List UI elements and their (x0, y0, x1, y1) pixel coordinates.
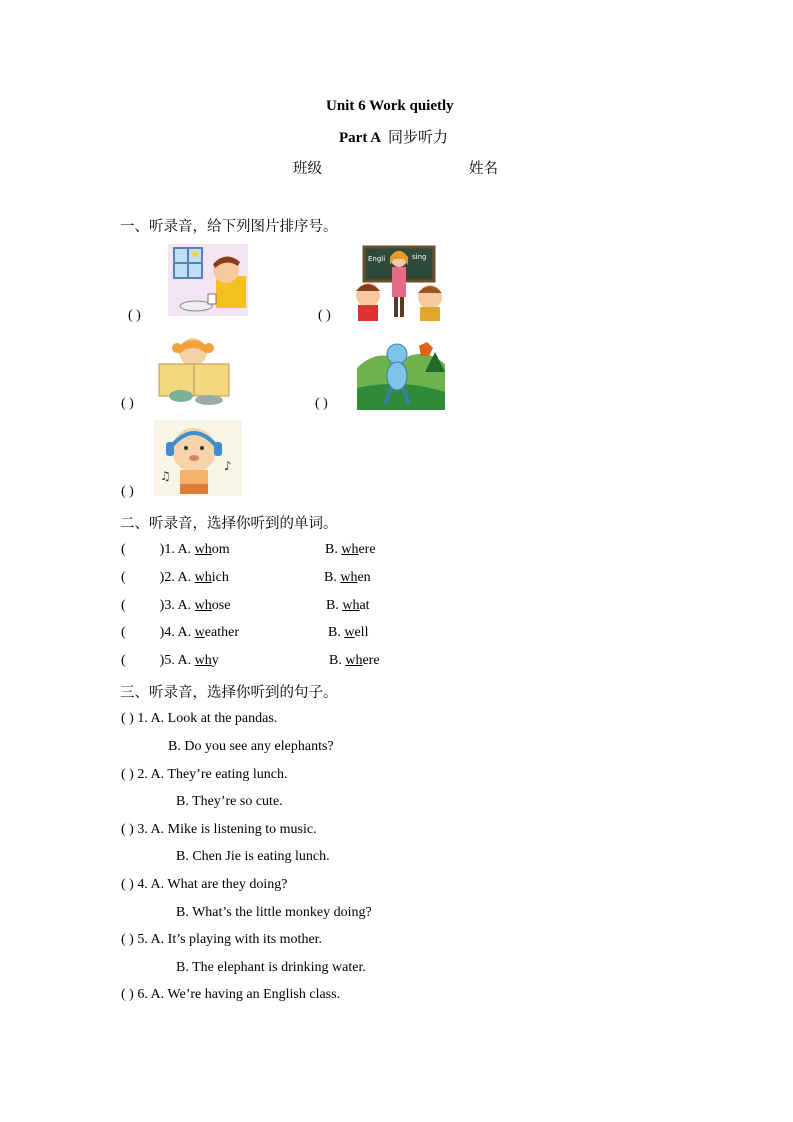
word-item-1-a-highlight: wh (194, 542, 212, 557)
word-item-2-a-label: )2. A. (159, 570, 195, 585)
word-item-5-b-label: B. (329, 653, 346, 668)
word-item-5-a-rest: y (211, 653, 219, 668)
word-item-4-b-rest: ell (354, 625, 369, 640)
picture-3-bracket[interactable]: ( ) (121, 396, 134, 411)
picture-bear-headphones (154, 420, 242, 496)
word-item-5-b-highlight: wh (345, 653, 363, 668)
sentence-item-5-a: ( ) 5. A. It’s playing with its mother. (121, 932, 323, 947)
word-item-4-a-highlight: w (194, 625, 205, 640)
sentence-item-4-a: ( ) 4. A. What are they doing? (121, 877, 288, 892)
picture-4-bracket[interactable]: ( ) (315, 396, 328, 411)
word-item-3-a-rest: ose (211, 598, 231, 613)
sentence-item-6-a: ( ) 6. A. We’re having an English class. (121, 987, 341, 1002)
section3-heading: 三、听录音，选择你听到的句子。 (120, 685, 338, 701)
picture-2-bracket[interactable]: ( ) (318, 308, 331, 323)
sentence-item-4-b: B. What’s the little monkey doing? (176, 905, 372, 920)
picture-5-bracket[interactable]: ( ) (121, 484, 134, 499)
word-item-3-b-label: B. (326, 598, 343, 613)
sentence-item-2-b: B. They’re so cute. (176, 794, 283, 809)
picture-girl-reading (155, 334, 237, 408)
part-label (339, 126, 448, 147)
word-item-2-b-label: B. (324, 570, 341, 585)
word-item-3-a-highlight: wh (194, 598, 212, 613)
svg-text:Engli: Engli (368, 255, 386, 263)
sentence-item-1-a: ( ) 1. A. Look at the pandas. (121, 711, 278, 726)
word-item-1-b-label: B. (325, 542, 342, 557)
word-item-1: ( )1. A. whom (121, 542, 230, 557)
svg-text:sing: sing (412, 253, 427, 261)
word-item-3-a-label: )3. A. (159, 598, 195, 613)
section1-heading: 一、听录音，给下列图片排序号。 (120, 219, 338, 235)
word-item-1-a-rest: om (211, 542, 230, 557)
word-item-5-a-highlight: wh (194, 653, 212, 668)
word-item-1-b (325, 542, 376, 558)
part-label-cn: 同步听力 (388, 128, 449, 146)
word-item-2: ( )2. A. which (121, 570, 229, 585)
word-item-3-b-highlight: wh (342, 598, 360, 613)
word-item-2-b-highlight: wh (340, 570, 358, 585)
sentence-item-3-a: ( ) 3. A. Mike is listening to music. (121, 822, 317, 837)
sentence-item-3-b: B. Chen Jie is eating lunch. (176, 849, 330, 864)
page-title: Unit 6 Work quietly (326, 98, 454, 114)
name-label: 姓名 (469, 161, 498, 177)
word-item-5-b (329, 653, 380, 669)
word-item-4-b (328, 625, 368, 641)
word-item-1-b-rest: ere (358, 542, 376, 557)
sentence-item-1-b: B. Do you see any elephants? (168, 739, 334, 754)
class-label: 班级 (293, 161, 322, 177)
word-item-5-b-rest: ere (362, 653, 380, 668)
picture-teacher-class (352, 243, 446, 323)
word-item-3: ( )3. A. whose (121, 598, 231, 613)
picture-boy-eating (168, 244, 248, 316)
sentence-item-5-b: B. The elephant is drinking water. (176, 960, 366, 975)
word-item-2-a-highlight: wh (194, 570, 212, 585)
word-item-3-b-rest: at (359, 598, 370, 613)
sentence-item-2-a: ( ) 2. A. They’re eating lunch. (121, 767, 288, 782)
word-item-2-b (324, 570, 371, 586)
word-item-4: ( )4. A. weather (121, 625, 239, 640)
picture-1-bracket[interactable]: ( ) (128, 308, 141, 323)
word-item-2-a-rest: ich (211, 570, 229, 585)
word-item-2-b-rest: en (357, 570, 371, 585)
word-item-1-b-highlight: wh (341, 542, 359, 557)
word-item-3-b (326, 598, 370, 614)
word-item-4-b-highlight: w (344, 625, 355, 640)
word-item-5-a-label: )5. A. (159, 653, 195, 668)
word-item-5: ( )5. A. why (121, 653, 219, 668)
svg-text:♪: ♪ (224, 459, 232, 473)
word-item-4-a-label: )4. A. (159, 625, 195, 640)
word-item-4-a-rest: eather (204, 625, 239, 640)
word-item-1-a-label: )1. A. (159, 542, 195, 557)
svg-text:♫: ♫ (160, 469, 171, 483)
picture-robot-outdoors (357, 338, 445, 410)
section2-heading: 二、听录音，选择你听到的单词。 (120, 516, 338, 532)
part-label-en: Part A (339, 130, 381, 146)
word-item-4-b-label: B. (328, 625, 345, 640)
